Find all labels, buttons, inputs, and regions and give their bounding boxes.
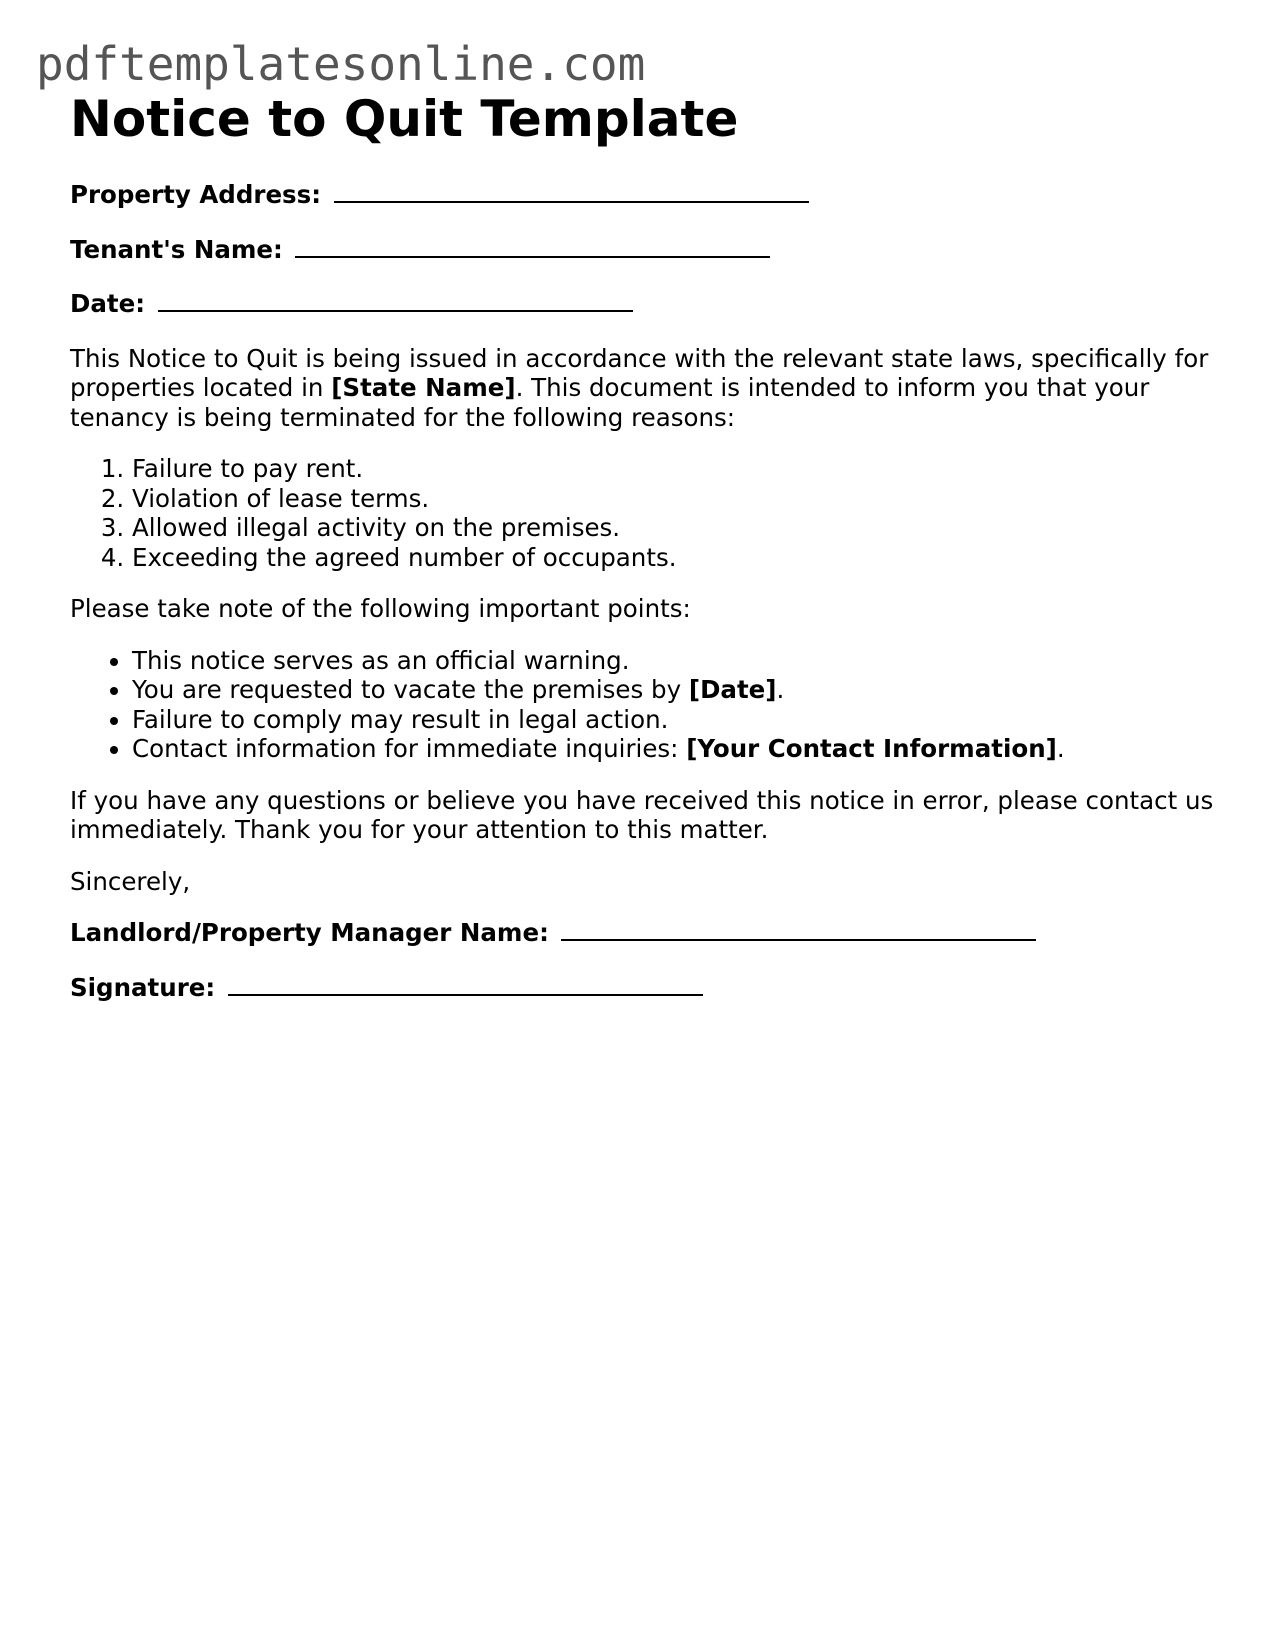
date-blank[interactable]: [158, 290, 633, 312]
point-4-text: Contact information for immediate inquiries:: [132, 734, 687, 763]
reasons-list: [70, 454, 1220, 572]
point-4-end: .: [1056, 734, 1065, 763]
list-item: [132, 675, 1220, 705]
list-item: [132, 734, 1220, 764]
manager-name-field: [70, 918, 1220, 948]
list-item: [132, 646, 1220, 676]
document-body: [70, 180, 1220, 1027]
point-2-text: You are requested to vacate the premises by: [132, 675, 689, 704]
watermark-text: pdftemplatesonline.com: [36, 37, 646, 91]
point-3-text: Failure to comply may result in legal action.: [132, 704, 669, 734]
intro-text-1: This Notice to Quit is being issued in accordance with the relevant state laws, specifically for properties located in: [70, 343, 1209, 402]
tenant-name-label: Tenant's Name:: [70, 234, 283, 264]
signature-field: [70, 973, 1220, 1003]
date-field: [70, 289, 1220, 319]
manager-name-label: Landlord/Property Manager Name:: [70, 918, 549, 947]
tenant-name-blank[interactable]: [295, 236, 770, 258]
list-item: [132, 705, 1220, 735]
page-title: Notice to Quit Template: [70, 90, 739, 148]
property-address-blank[interactable]: [334, 181, 809, 203]
point-2-end: .: [776, 675, 785, 704]
closing-paragraph: If you have any questions or believe you have received this notice in error, please contact us immediately. Thank you for your attention to this matter.: [70, 785, 1214, 844]
list-item: 4. Exceeding the agreed number of occupants.: [132, 543, 1220, 573]
points-intro: Please take note of the following important points:: [70, 594, 691, 623]
points-list: [70, 646, 1220, 764]
state-name-placeholder: [State Name]: [331, 373, 516, 402]
sincerely-text: Sincerely,: [70, 866, 191, 896]
signature-label: Signature:: [70, 972, 216, 1002]
list-item: 2. Violation of lease terms.: [132, 484, 1220, 514]
property-address-label: Property Address:: [70, 180, 322, 209]
date-label: Date:: [70, 289, 145, 318]
manager-name-blank[interactable]: [561, 919, 1036, 941]
list-item: 1. Failure to pay rent.: [132, 454, 1220, 484]
property-address-field: [70, 180, 1220, 210]
intro-text-2: . This document is intended to inform you that your tenancy is being terminated for the following reasons:: [70, 373, 1150, 432]
tenant-name-field: [70, 235, 1220, 265]
vacate-date-placeholder: [Date]: [688, 675, 777, 704]
contact-info-placeholder: [Your Contact Information]: [686, 734, 1057, 763]
point-1-text: This notice serves as an official warning.: [132, 645, 630, 675]
intro-paragraph: [70, 344, 1220, 433]
list-item: 3. Allowed illegal activity on the premises.: [132, 513, 1220, 543]
signature-blank[interactable]: [228, 974, 703, 996]
